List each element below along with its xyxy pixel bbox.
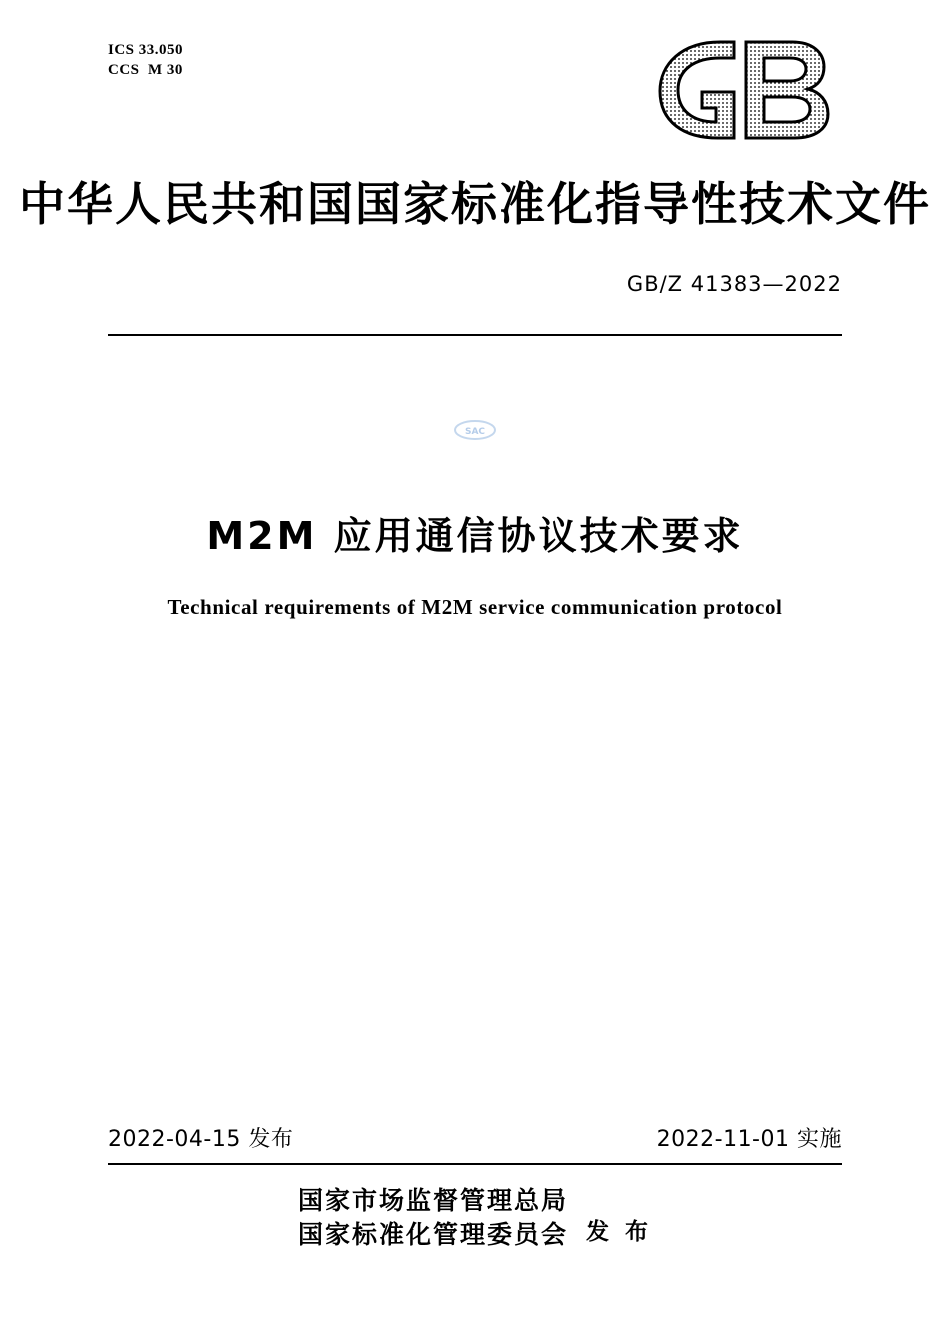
effective-date: 2022-11-01 实施 (656, 1127, 842, 1152)
divider-bottom (108, 1163, 842, 1165)
document-title-en: Technical requirements of M2M service communication protocol (167, 595, 783, 619)
issuer-line-2: 国家标准化管理委员会 (297, 1220, 568, 1249)
ics-code: ICS 33.050 (108, 42, 184, 58)
page-title: 中华人民共和国国家标准化指导性技术文件 (19, 177, 931, 231)
gb-emblem-icon (642, 34, 842, 144)
issuer-action-label: 发 布 (586, 1218, 653, 1245)
standard-number: GB/Z 41383—2022 (626, 272, 842, 296)
date-row (108, 1122, 842, 1153)
divider-top (108, 334, 842, 336)
issuing-authority (0, 1184, 950, 1252)
issue-date: 2022-04-15 发布 (108, 1127, 294, 1152)
classification-codes (108, 40, 183, 80)
document-title-cn: M2M 应用通信协议技术要求 (206, 514, 744, 558)
issuer-line-1: 国家市场监督管理总局 (297, 1186, 568, 1215)
svg-text:SAC: SAC (464, 427, 486, 437)
issuer-names (298, 1184, 568, 1252)
sac-watermark-icon (452, 410, 498, 456)
ccs-code: CCS M 30 (108, 62, 183, 78)
